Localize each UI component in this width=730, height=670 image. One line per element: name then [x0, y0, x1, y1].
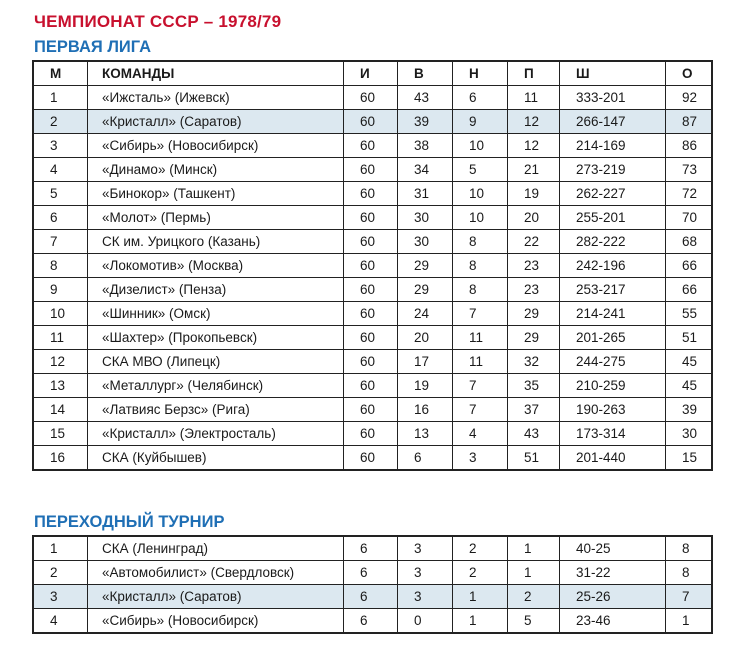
table-cell: 11 — [34, 326, 88, 350]
table-cell: 6 — [344, 561, 398, 585]
table-cell: 266-147 — [560, 110, 666, 134]
table-row — [34, 609, 712, 633]
table-cell: 19 — [398, 374, 453, 398]
table-cell: 9 — [453, 110, 508, 134]
table-cell: 8 — [666, 537, 712, 561]
table-cell: 214-169 — [560, 134, 666, 158]
table-cell: 13 — [398, 422, 453, 446]
table-cell: 8 — [453, 278, 508, 302]
transition-tournament-title: ПЕРЕХОДНЫЙ ТУРНИР — [34, 513, 225, 531]
header-cell: В — [398, 62, 453, 86]
table-cell: 60 — [344, 278, 398, 302]
table-cell: 4 — [453, 422, 508, 446]
table-cell: 7 — [666, 585, 712, 609]
table-cell: 6 — [453, 86, 508, 110]
table-cell: 38 — [398, 134, 453, 158]
table-cell: 190-263 — [560, 398, 666, 422]
table-cell: 2 — [34, 110, 88, 134]
table-cell: 60 — [344, 350, 398, 374]
table-cell: 23 — [508, 254, 560, 278]
table-row — [34, 254, 712, 278]
team-name-cell: «Молот» (Пермь) — [88, 206, 344, 230]
table-row — [34, 350, 712, 374]
table-cell: 282-222 — [560, 230, 666, 254]
table-cell: 20 — [508, 206, 560, 230]
table-cell: 45 — [666, 350, 712, 374]
table-row — [34, 182, 712, 206]
table-cell: 60 — [344, 326, 398, 350]
table-row — [34, 134, 712, 158]
page-title: ЧЕМПИОНАТ СССР – 1978/79 — [34, 12, 282, 31]
table-cell: 32 — [508, 350, 560, 374]
table-cell: 72 — [666, 182, 712, 206]
table-cell: 201-265 — [560, 326, 666, 350]
team-name-cell: СК им. Урицкого (Казань) — [88, 230, 344, 254]
table-cell: 173-314 — [560, 422, 666, 446]
table-cell: 3 — [453, 446, 508, 470]
table-cell: 60 — [344, 302, 398, 326]
table-cell: 2 — [453, 537, 508, 561]
table-cell: 24 — [398, 302, 453, 326]
table-cell: 2 — [453, 561, 508, 585]
table-cell: 30 — [398, 230, 453, 254]
table-cell: 0 — [398, 609, 453, 633]
table-cell: 7 — [453, 374, 508, 398]
team-name-cell: «Динамо» (Минск) — [88, 158, 344, 182]
table-cell: 4 — [34, 158, 88, 182]
table-cell: 60 — [344, 446, 398, 470]
table-cell: 333-201 — [560, 86, 666, 110]
team-name-cell: «Кристалл» (Электросталь) — [88, 422, 344, 446]
table-cell: 60 — [344, 110, 398, 134]
table-cell: 13 — [34, 374, 88, 398]
table-cell: 34 — [398, 158, 453, 182]
table-cell: 60 — [344, 374, 398, 398]
table-cell: 244-275 — [560, 350, 666, 374]
table-cell: 92 — [666, 86, 712, 110]
table-header-row — [34, 62, 712, 86]
table-cell: 60 — [344, 206, 398, 230]
table-cell: 60 — [344, 230, 398, 254]
table-cell: 3 — [398, 561, 453, 585]
team-name-cell: «Дизелист» (Пенза) — [88, 278, 344, 302]
table-cell: 17 — [398, 350, 453, 374]
table-row — [34, 422, 712, 446]
table-cell: 23 — [508, 278, 560, 302]
table-cell: 8 — [453, 254, 508, 278]
team-name-cell: «Шинник» (Омск) — [88, 302, 344, 326]
table-row — [34, 206, 712, 230]
table-cell: 5 — [34, 182, 88, 206]
table-row — [34, 158, 712, 182]
table-cell: 12 — [34, 350, 88, 374]
table-cell: 4 — [34, 609, 88, 633]
table-cell: 1 — [508, 537, 560, 561]
table-cell: 10 — [453, 182, 508, 206]
table-cell: 60 — [344, 134, 398, 158]
table-cell: 30 — [398, 206, 453, 230]
table-cell: 273-219 — [560, 158, 666, 182]
table-cell: 87 — [666, 110, 712, 134]
header-cell: О — [666, 62, 712, 86]
table-cell: 11 — [453, 350, 508, 374]
header-cell: Ш — [560, 62, 666, 86]
table-cell: 15 — [34, 422, 88, 446]
table-cell: 6 — [344, 609, 398, 633]
table-cell: 60 — [344, 182, 398, 206]
table-cell: 23-46 — [560, 609, 666, 633]
table-row — [34, 110, 712, 134]
table-cell: 8 — [453, 230, 508, 254]
team-name-cell: «Латвияс Берзс» (Рига) — [88, 398, 344, 422]
table-cell: 20 — [398, 326, 453, 350]
table-cell: 12 — [508, 110, 560, 134]
header-cell: М — [34, 62, 88, 86]
team-name-cell: «Сибирь» (Новосибирск) — [88, 609, 344, 633]
table-cell: 201-440 — [560, 446, 666, 470]
table-cell: 12 — [508, 134, 560, 158]
table-cell: 40-25 — [560, 537, 666, 561]
table-cell: 1 — [508, 561, 560, 585]
table-cell: 21 — [508, 158, 560, 182]
table-cell: 3 — [34, 585, 88, 609]
table-row — [34, 585, 712, 609]
table-cell: 11 — [453, 326, 508, 350]
table-cell: 6 — [34, 206, 88, 230]
table-cell: 29 — [508, 302, 560, 326]
table-cell: 2 — [34, 561, 88, 585]
team-name-cell: СКА (Куйбышев) — [88, 446, 344, 470]
table-cell: 35 — [508, 374, 560, 398]
team-name-cell: «Сибирь» (Новосибирск) — [88, 134, 344, 158]
table-cell: 16 — [34, 446, 88, 470]
table-cell: 214-241 — [560, 302, 666, 326]
table-row — [34, 86, 712, 110]
table-row — [34, 537, 712, 561]
table-cell: 1 — [34, 537, 88, 561]
table-cell: 29 — [508, 326, 560, 350]
table-cell: 1 — [453, 585, 508, 609]
first-league-table — [33, 61, 712, 470]
table-cell: 14 — [34, 398, 88, 422]
table-row — [34, 326, 712, 350]
table-cell: 86 — [666, 134, 712, 158]
team-name-cell: «Ижсталь» (Ижевск) — [88, 86, 344, 110]
table-cell: 6 — [344, 585, 398, 609]
table-cell: 43 — [398, 86, 453, 110]
table-cell: 60 — [344, 254, 398, 278]
table-cell: 60 — [344, 422, 398, 446]
table-cell: 37 — [508, 398, 560, 422]
table-row — [34, 230, 712, 254]
team-name-cell: «Бинокор» (Ташкент) — [88, 182, 344, 206]
table-row — [34, 398, 712, 422]
table-cell: 30 — [666, 422, 712, 446]
table-cell: 6 — [398, 446, 453, 470]
table-cell: 25-26 — [560, 585, 666, 609]
table-cell: 11 — [508, 86, 560, 110]
table-cell: 55 — [666, 302, 712, 326]
table-row — [34, 302, 712, 326]
table-cell: 68 — [666, 230, 712, 254]
table-cell: 70 — [666, 206, 712, 230]
table-cell: 255-201 — [560, 206, 666, 230]
table-cell: 39 — [398, 110, 453, 134]
header-cell: Н — [453, 62, 508, 86]
table-cell: 1 — [666, 609, 712, 633]
table-row — [34, 561, 712, 585]
table-cell: 6 — [344, 537, 398, 561]
team-name-cell: СКА (Ленинград) — [88, 537, 344, 561]
team-name-cell: «Шахтер» (Прокопьевск) — [88, 326, 344, 350]
first-league-title: ПЕРВАЯ ЛИГА — [34, 38, 151, 56]
table-cell: 9 — [34, 278, 88, 302]
table-cell: 3 — [398, 537, 453, 561]
table-cell: 31 — [398, 182, 453, 206]
table-cell: 242-196 — [560, 254, 666, 278]
header-cell: П — [508, 62, 560, 86]
table-cell: 5 — [508, 609, 560, 633]
table-cell: 66 — [666, 278, 712, 302]
team-name-cell: СКА МВО (Липецк) — [88, 350, 344, 374]
table-cell: 45 — [666, 374, 712, 398]
table-cell: 29 — [398, 254, 453, 278]
table-cell: 1 — [34, 86, 88, 110]
table-cell: 31-22 — [560, 561, 666, 585]
table-cell: 7 — [34, 230, 88, 254]
table-cell: 3 — [398, 585, 453, 609]
table-cell: 253-217 — [560, 278, 666, 302]
table-cell: 5 — [453, 158, 508, 182]
table-cell: 2 — [508, 585, 560, 609]
table-cell: 210-259 — [560, 374, 666, 398]
header-cell: И — [344, 62, 398, 86]
team-name-cell: «Кристалл» (Саратов) — [88, 110, 344, 134]
table-cell: 73 — [666, 158, 712, 182]
table-cell: 22 — [508, 230, 560, 254]
table-cell: 7 — [453, 302, 508, 326]
team-name-cell: «Кристалл» (Саратов) — [88, 585, 344, 609]
table-cell: 15 — [666, 446, 712, 470]
team-name-cell: «Локомотив» (Москва) — [88, 254, 344, 278]
table-cell: 3 — [34, 134, 88, 158]
table-cell: 19 — [508, 182, 560, 206]
table-cell: 60 — [344, 158, 398, 182]
transition-tournament-table — [33, 536, 712, 633]
team-name-cell: «Автомобилист» (Свердловск) — [88, 561, 344, 585]
table-cell: 7 — [453, 398, 508, 422]
table-cell: 51 — [666, 326, 712, 350]
table-cell: 10 — [453, 134, 508, 158]
table-cell: 10 — [453, 206, 508, 230]
table-cell: 262-227 — [560, 182, 666, 206]
table-cell: 43 — [508, 422, 560, 446]
table-row — [34, 374, 712, 398]
header-cell: КОМАНДЫ — [88, 62, 344, 86]
table-cell: 16 — [398, 398, 453, 422]
table-row — [34, 446, 712, 470]
table-cell: 8 — [34, 254, 88, 278]
table-cell: 1 — [453, 609, 508, 633]
table-cell: 60 — [344, 86, 398, 110]
table-cell: 29 — [398, 278, 453, 302]
table-cell: 60 — [344, 398, 398, 422]
table-cell: 51 — [508, 446, 560, 470]
table-cell: 10 — [34, 302, 88, 326]
table-row — [34, 278, 712, 302]
team-name-cell: «Металлург» (Челябинск) — [88, 374, 344, 398]
table-cell: 39 — [666, 398, 712, 422]
table-cell: 66 — [666, 254, 712, 278]
table-cell: 8 — [666, 561, 712, 585]
